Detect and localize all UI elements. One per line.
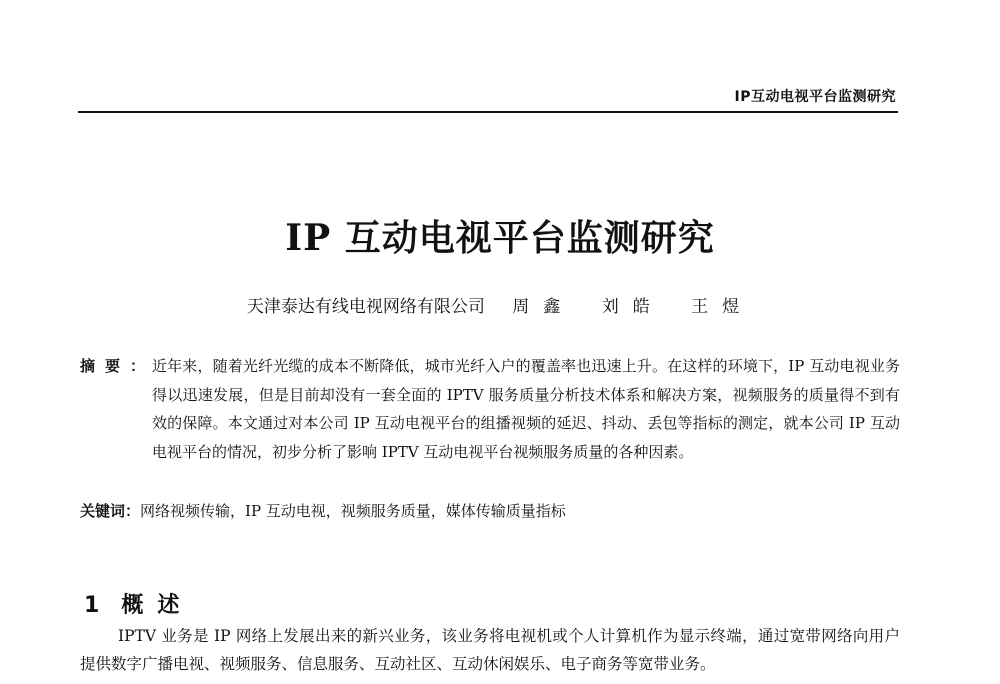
keywords-text: 网络视频传输，IP 互动电视，视频服务质量，媒体传输质量指标: [140, 502, 566, 520]
keywords-label: 关键词：: [80, 502, 141, 520]
section-number: 1: [84, 593, 100, 618]
author-name: 周鑫: [512, 297, 575, 317]
running-header: IP互动电视平台监测研究: [734, 89, 896, 105]
body-paragraph: IPTV 业务是 IP 网络上发展出来的新兴业务，该业务将电视机或个人计算机作为显示终端，通过宽带网络向用户提供数字广播电视、视频服务、信息服务、互动社区、互动休闲娱乐、电子商务等宽带业务。: [80, 627, 900, 673]
abstract: [80, 352, 900, 466]
author-line: [0, 292, 1000, 317]
keywords: [80, 497, 900, 525]
header-rule: [78, 111, 898, 113]
abstract-text: 近年来，随着光纤光缆的成本不断降低，城市光纤入户的覆盖率也迅速上升。在这样的环境下，IP 互动电视业务得以迅速发展，但是目前却没有一套全面的 IPTV 服务质量分析技术体系和解决方案，视频服务的质量得不到有效的保障。本文通过对本公司 IP 互动电视平台的组播视频的延迟、抖动、丢包等指标的测定，就本公司 IP 互动电视平台的情况，初步分析了影响 IPTV 互动电视平台视频服务质量的各种因素。: [152, 357, 900, 461]
author-organization: 天津泰达有线电视网络有限公司: [246, 297, 485, 317]
author-name: 王煜: [691, 297, 754, 317]
author-name: 刘皓: [601, 297, 664, 317]
section-title: 概述: [121, 593, 194, 618]
section-heading: [84, 588, 193, 619]
paper-title: IP 互动电视平台监测研究: [285, 217, 715, 259]
abstract-label: 摘要：: [80, 357, 156, 375]
